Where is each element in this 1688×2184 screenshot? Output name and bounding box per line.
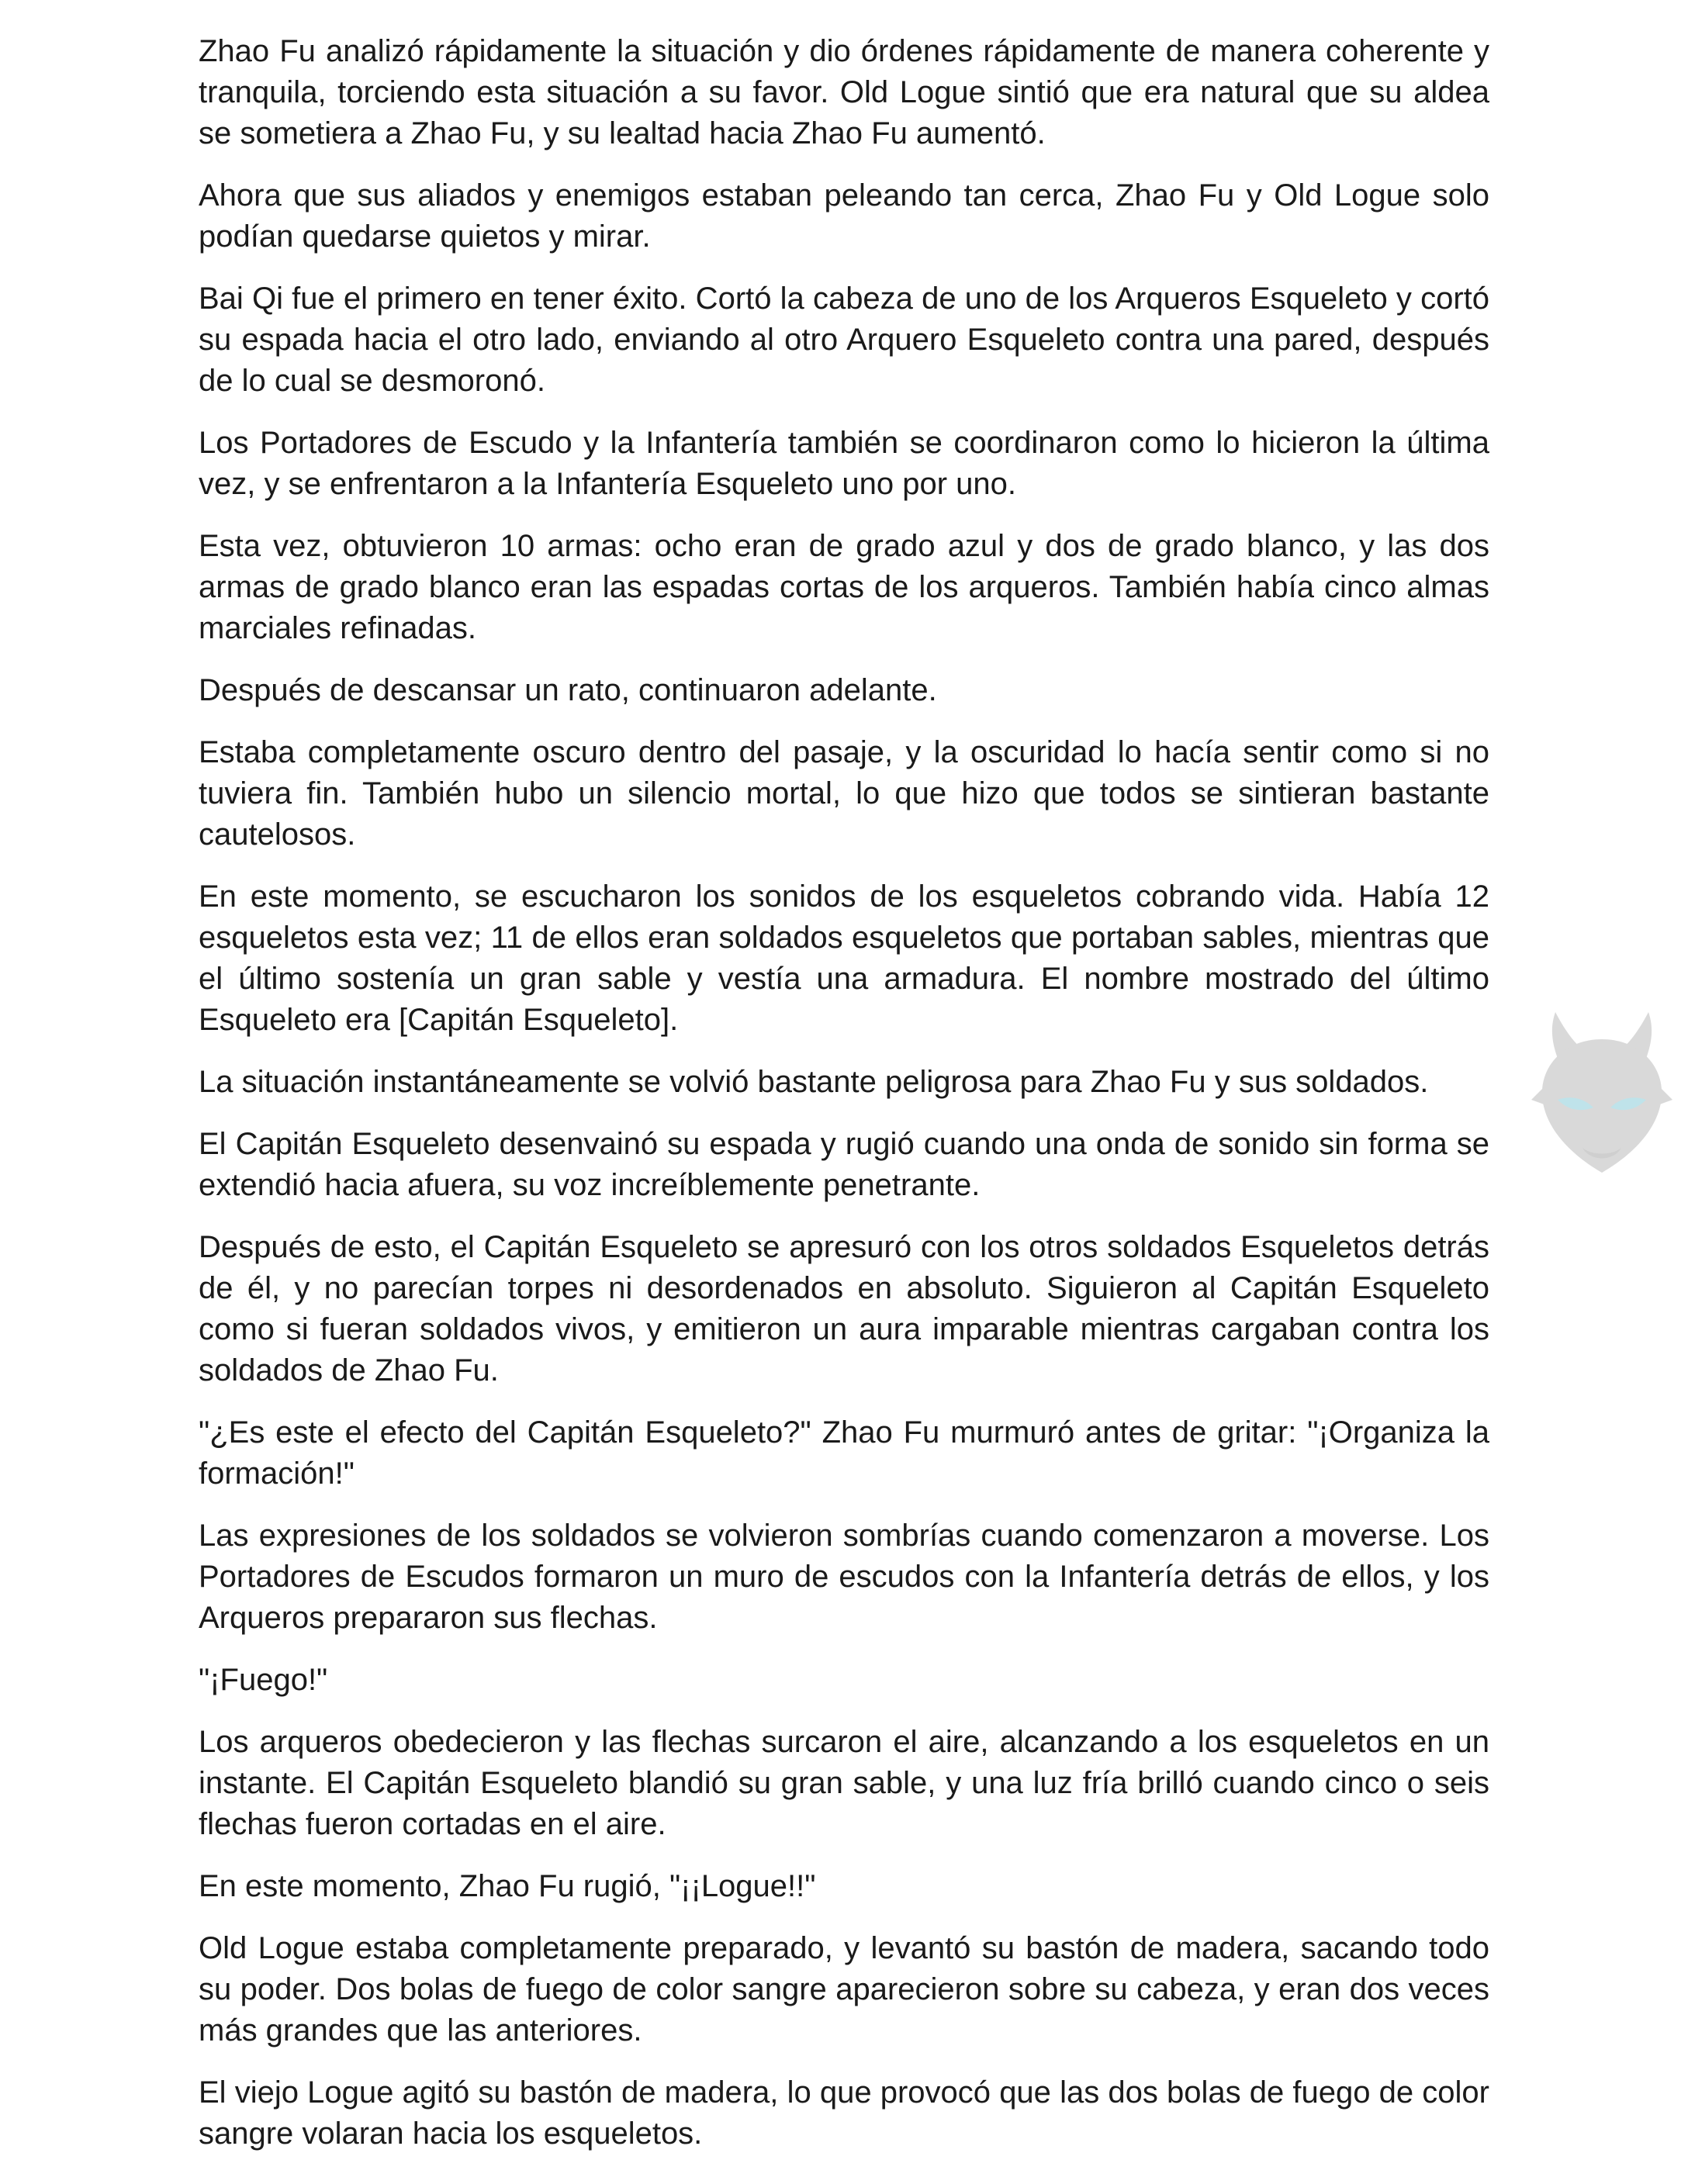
paragraph-4: Los Portadores de Escudo y la Infantería también se coordinaron como lo hicieron la última vez, y se enfrentaron a la Infantería Esqueleto uno por uno. <box>199 426 1489 501</box>
document-body <box>199 31 1489 2175</box>
paragraph-15: Los arqueros obedecieron y las flechas surcaron el aire, alcanzando a los esqueletos en un instante. El Capitán Esqueleto blandió su gran sable, y una luz fría brilló cuando cinco o seis flechas fueron cortadas en el aire. <box>199 1725 1489 1841</box>
paragraph-16: En este momento, Zhao Fu rugió, "¡¡Logue!!" <box>199 1869 816 1903</box>
paragraph-3: Bai Qi fue el primero en tener éxito. Cortó la cabeza de uno de los Arqueros Esqueleto y cortó su espada hacia el otro lado, enviando al otro Arquero Esqueleto contra una pared, después de lo cual se desmoronó. <box>199 282 1489 398</box>
paragraph-6: Después de descansar un rato, continuaron adelante. <box>199 673 937 707</box>
paragraph-7: Estaba completamente oscuro dentro del pasaje, y la oscuridad lo hacía sentir como si no tuviera fin. También hubo un silencio mortal, lo que hizo que todos se sintieran bastante cautelosos. <box>199 735 1489 852</box>
paragraph-10: El Capitán Esqueleto desenvainó su espada y rugió cuando una onda de sonido sin forma se extendió hacia afuera, su voz increíblemente penetrante. <box>199 1127 1489 1202</box>
paragraph-13: Las expresiones de los soldados se volvieron sombrías cuando comenzaron a moverse. Los Portadores de Escudos formaron un muro de escudos con la Infantería detrás de ellos, y los Arqueros prepararon sus flechas. <box>199 1519 1489 1635</box>
paragraph-11: Después de esto, el Capitán Esqueleto se apresuró con los otros soldados Esqueletos detrás de él, y no parecían torpes ni desordenados en absoluto. Siguieron al Capitán Esqueleto como si fueran soldados vivos, y emitieron un aura imparable mientras cargaban contra los soldados de Zhao Fu. <box>199 1230 1489 1387</box>
paragraph-1: Zhao Fu analizó rápidamente la situación y dio órdenes rápidamente de manera coherente y tranquila, torciendo esta situación a su favor. Old Logue sintió que era natural que su aldea se sometiera a Zhao Fu, y su lealtad hacia Zhao Fu aumentó. <box>199 34 1489 150</box>
paragraph-9: La situación instantáneamente se volvió bastante peligrosa para Zhao Fu y sus soldados. <box>199 1065 1429 1099</box>
demon-head-icon <box>1528 1008 1676 1179</box>
paragraph-18: El viejo Logue agitó su bastón de madera, lo que provocó que las dos bolas de fuego de color sangre volaran hacia los esqueletos. <box>199 2075 1489 2151</box>
paragraph-17: Old Logue estaba completamente preparado, y levantó su bastón de madera, sacando todo su poder. Dos bolas de fuego de color sangre aparecieron sobre su cabeza, y eran dos veces más grandes que las anteriores. <box>199 1931 1489 2047</box>
paragraph-5: Esta vez, obtuvieron 10 armas: ocho eran de grado azul y dos de grado blanco, y las dos armas de grado blanco eran las espadas cortas de los arqueros. También había cinco almas marciales refinadas. <box>199 529 1489 645</box>
paragraph-2: Ahora que sus aliados y enemigos estaban peleando tan cerca, Zhao Fu y Old Logue solo podían quedarse quietos y mirar. <box>199 178 1489 254</box>
paragraph-14: "¡Fuego!" <box>199 1663 328 1697</box>
paragraph-8: En este momento, se escucharon los sonidos de los esqueletos cobrando vida. Había 12 esqueletos esta vez; 11 de ellos eran soldados esqueletos que portaban sables, mientras que el último sostenía un gran sable y vestía una armadura. El nombre mostrado del último Esqueleto era [Capitán Esqueleto]. <box>199 879 1489 1037</box>
paragraph-12: "¿Es este el efecto del Capitán Esqueleto?" Zhao Fu murmuró antes de gritar: "¡Organiza la formación!" <box>199 1415 1489 1491</box>
